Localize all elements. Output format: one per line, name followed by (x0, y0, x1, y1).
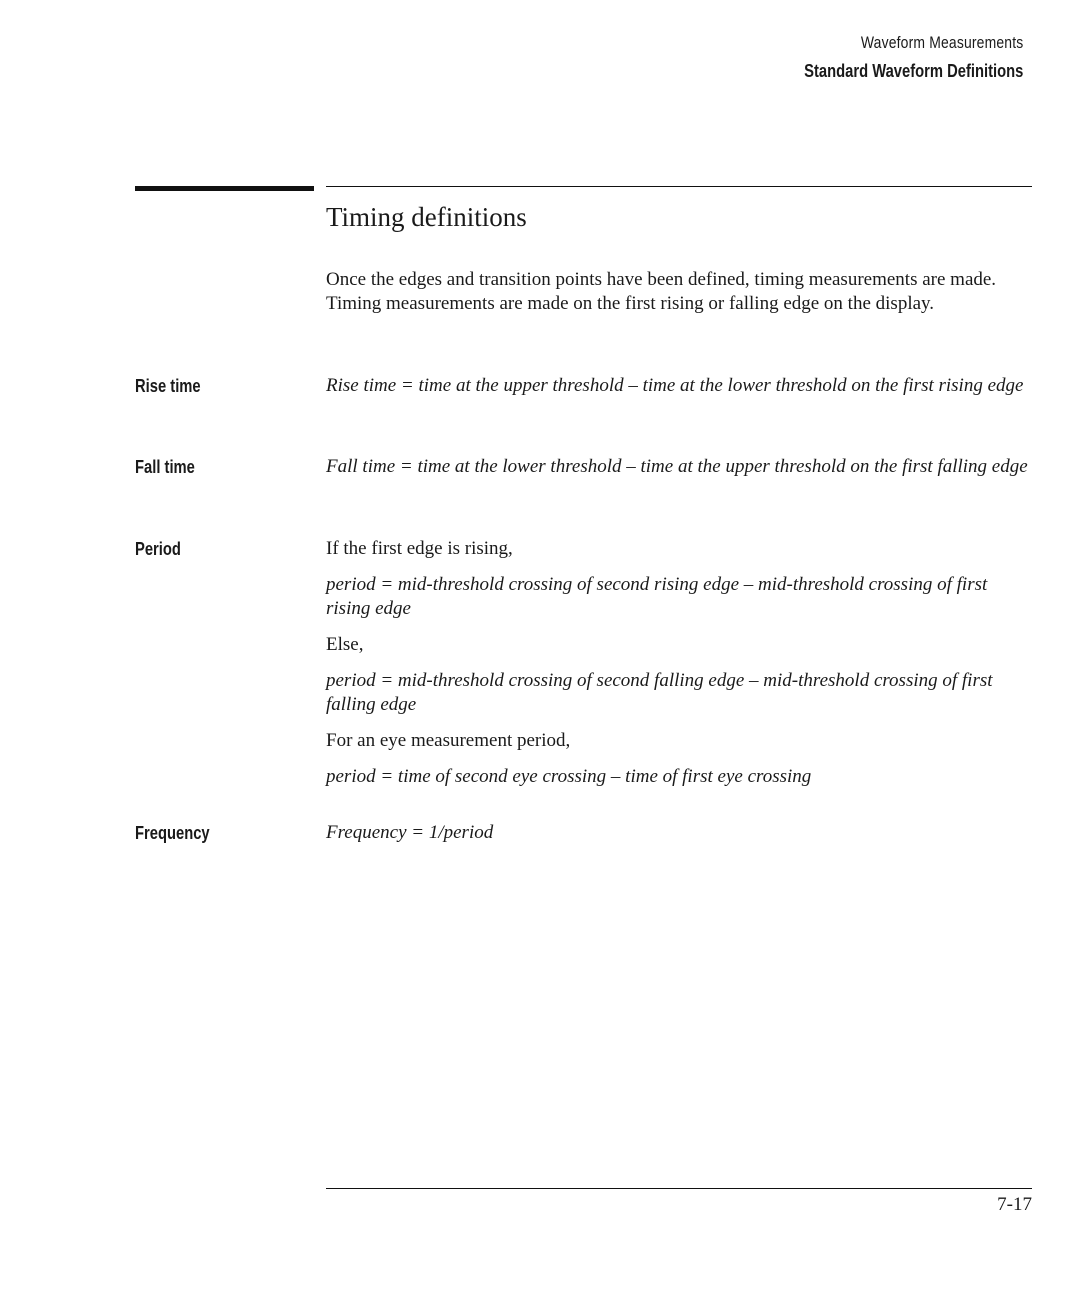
rise-time-label: Rise time (135, 376, 201, 396)
period-eye-formula: period = time of second eye crossing – time of first eye crossing (326, 766, 812, 787)
heading-rule-thick (135, 186, 314, 191)
running-header (756, 32, 1023, 82)
period-definition (326, 537, 1032, 789)
period-falling-formula: period = mid-threshold crossing of second falling edge – mid-threshold crossing of first falling edge (326, 670, 993, 715)
intro-paragraph: Once the edges and transition points have been defined, timing measurements are made. Timing measurements are made on the first rising or falling edge on the display. (326, 269, 997, 314)
chapter-title: Waveform Measurements (860, 33, 1023, 52)
fall-time-definition (326, 455, 1032, 479)
rise-time-formula: Rise time = time at the upper threshold – time at the lower threshold on the first rising edge (326, 375, 1024, 396)
frequency-formula: Frequency = 1/period (326, 822, 494, 843)
footer-rule (326, 1188, 1032, 1189)
frequency-definition (326, 821, 1032, 845)
page-number: 7-17 (997, 1194, 1032, 1215)
period-else-text: Else, (326, 634, 364, 655)
page-heading: Timing definitions (326, 202, 527, 232)
period-if-text: If the first edge is rising, (326, 538, 513, 559)
heading-rule-thin (326, 186, 1032, 187)
rise-time-definition (326, 374, 1032, 398)
fall-time-formula: Fall time = time at the lower threshold – time at the upper threshold on the first falling edge (326, 456, 1028, 477)
section-title: Standard Waveform Definitions (803, 61, 1023, 81)
period-rising-formula: period = mid-threshold crossing of second rising edge – mid-threshold crossing of first rising edge (326, 574, 988, 619)
period-label: Period (135, 539, 181, 559)
period-eye-text: For an eye measurement period, (326, 730, 571, 751)
fall-time-label: Fall time (135, 457, 195, 477)
frequency-label: Frequency (135, 823, 210, 843)
